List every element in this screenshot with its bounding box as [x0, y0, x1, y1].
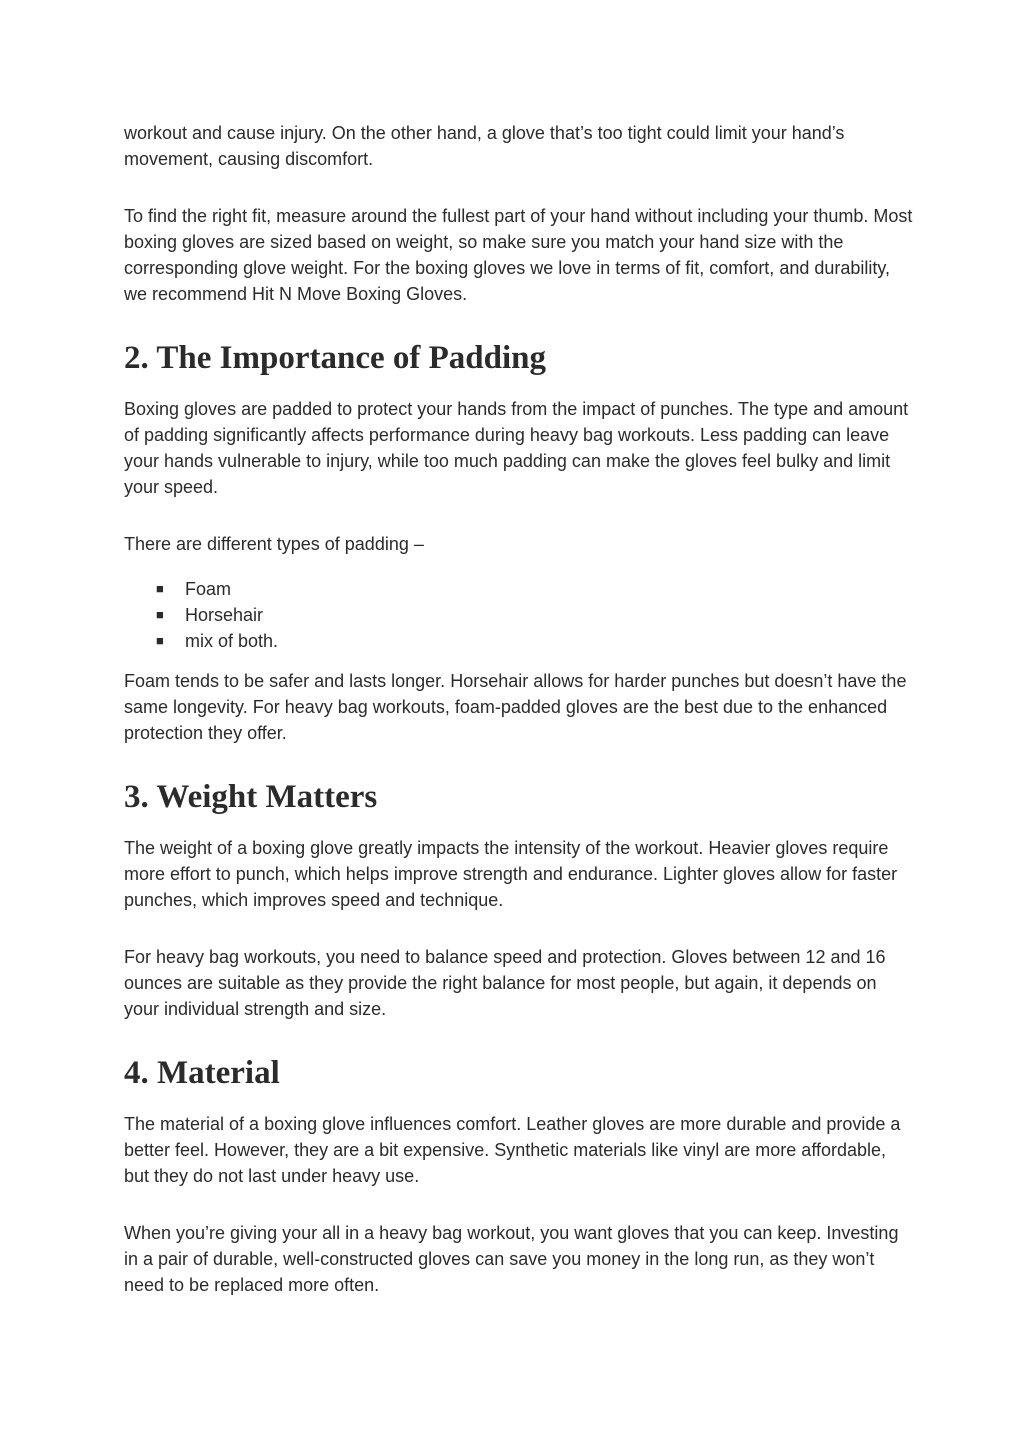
list-item-label: Foam — [185, 579, 232, 599]
document-page — [124, 120, 914, 1329]
section-2-paragraph-2: There are different types of padding – — [124, 534, 424, 554]
square-bullet-icon: ■ — [156, 607, 164, 622]
section-4-paragraph-2: When you’re giving your all in a heavy bag workout, you want gloves that you can keep. Investing in a pair of durable, well-constructed gloves can save you money in the long run, as they won’t need to be replaced more often. — [124, 1223, 899, 1295]
square-bullet-icon: ■ — [156, 581, 164, 596]
section-2-heading: 2. The Importance of Padding — [124, 340, 547, 376]
section-4-heading: 4. Material — [124, 1055, 280, 1091]
list-item — [124, 602, 914, 628]
section-3-paragraph-2: For heavy bag workouts, you need to balance speed and protection. Gloves between 12 and 16 ounces are suitable as they provide the right balance for most people, but again, it depends on your individual strength and size. — [124, 947, 886, 1019]
intro-paragraph-1: workout and cause injury. On the other hand, a glove that’s too tight could limit your hand’s movement, causing discomfort. — [124, 123, 845, 169]
list-item-label: Horsehair — [185, 605, 264, 625]
list-item-label: mix of both. — [185, 631, 279, 651]
section-3-heading: 3. Weight Matters — [124, 779, 378, 815]
section-4-paragraph-1: The material of a boxing glove influences comfort. Leather gloves are more durable and provide a better feel. However, they are a bit expensive. Synthetic materials like vinyl are more affordable, but they do not last under heavy use. — [124, 1114, 901, 1186]
list-item — [124, 576, 914, 602]
square-bullet-icon: ■ — [156, 633, 164, 648]
section-2-paragraph-3: Foam tends to be safer and lasts longer. Horsehair allows for harder punches but doesn’t have the same longevity. For heavy bag workouts, foam-padded gloves are the best due to the enhanced protection they offer. — [124, 671, 907, 743]
section-3-paragraph-1: The weight of a boxing glove greatly impacts the intensity of the workout. Heavier gloves require more effort to punch, which helps improve strength and endurance. Lighter gloves allow for faster punches, which improves speed and technique. — [124, 838, 898, 910]
section-2-paragraph-1: Boxing gloves are padded to protect your hands from the impact of punches. The type and amount of padding significantly affects performance during heavy bag workouts. Less padding can leave your hands vulnerable to injury, while too much padding can make the gloves feel bulky and limit your speed. — [124, 399, 909, 497]
intro-paragraph-2: To find the right fit, measure around the fullest part of your hand without including your thumb. Most boxing gloves are sized based on weight, so make sure you match your hand size with the corresponding glove weight. For the boxing gloves we love in terms of fit, comfort, and durability, we recommend Hit N Move Boxing Gloves. — [124, 206, 913, 304]
list-item — [124, 628, 914, 654]
padding-types-list — [124, 576, 914, 654]
